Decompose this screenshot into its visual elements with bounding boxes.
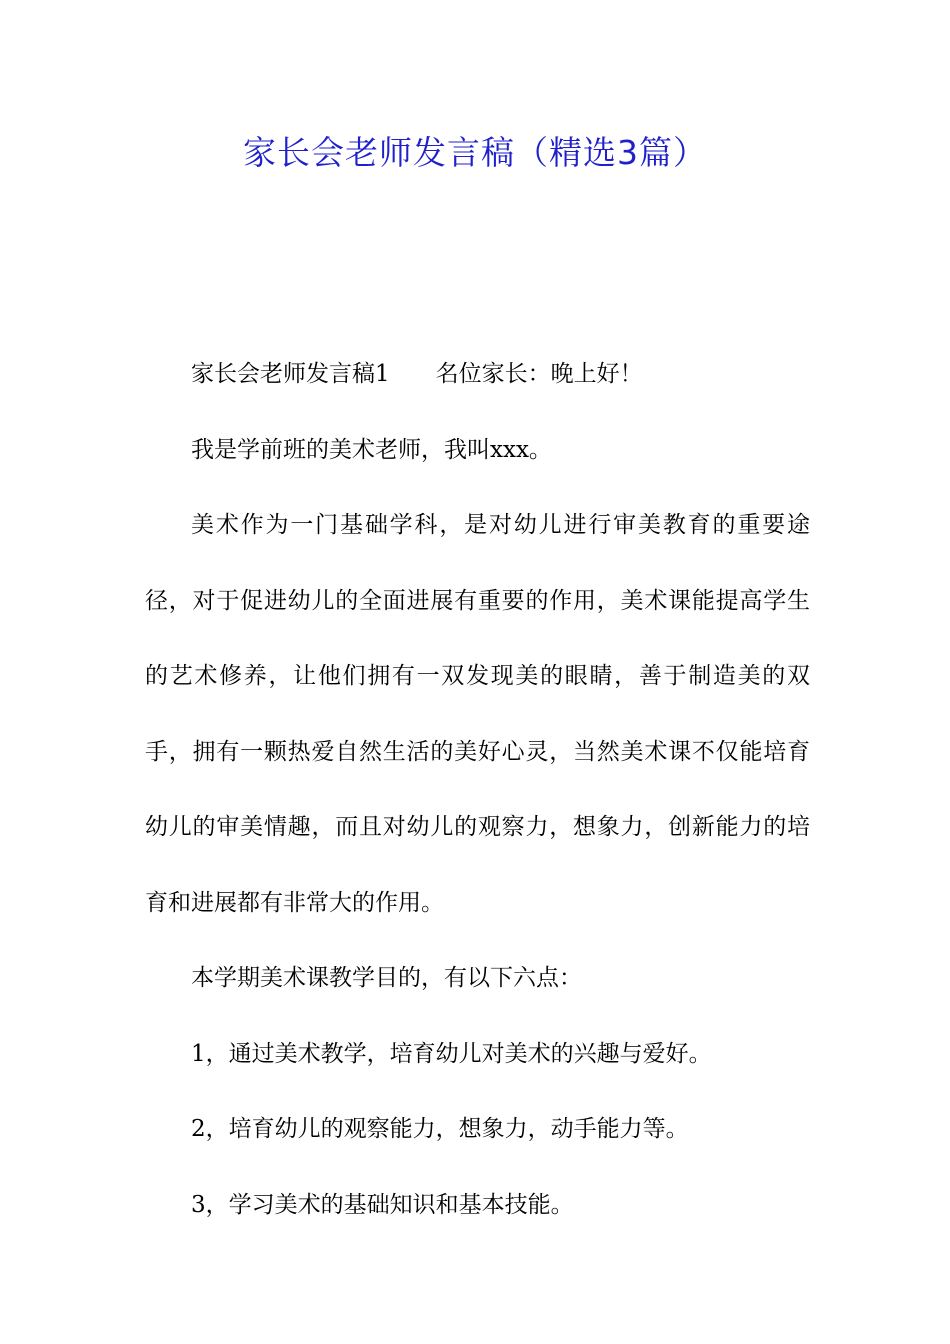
paragraph-2: 我是学前班的美术老师，我叫xxx。 bbox=[191, 436, 552, 463]
paragraph-6: 2，培育幼儿的观察能力，想象力，动手能力等。 bbox=[191, 1116, 689, 1142]
paragraph-5: 1，通过美术教学，培育幼儿对美术的兴趣与爱好。 bbox=[191, 1040, 712, 1067]
document-title: 家长会老师发言稿（精选3篇） bbox=[243, 133, 707, 172]
paragraph-4: 本学期美术课教学目的，有以下六点： bbox=[191, 965, 582, 991]
paragraph-7: 3，学习美术的基础知识和基本技能。 bbox=[191, 1191, 574, 1218]
paragraph-1 bbox=[145, 337, 810, 413]
document-body bbox=[145, 337, 810, 1243]
paragraph-3: 美术作为一门基础学科，是对幼儿进行审美教育的重要途径，对于促进幼儿的全面进展有重要的作用，美术课能提高学生的艺术修养，让他们拥有一双发现美的眼睛，善于制造美的双手，拥有一颗热爱自然生活的美好心灵，当然美术课不仅能培育幼儿的审美情趣，而且对幼儿的观察力，想象力，创新能力的培育和进展都有非常大的作用。 bbox=[145, 512, 810, 916]
greeting: 名位家长：晚上好！ bbox=[435, 361, 643, 387]
section-heading: 家长会老师发言稿1 bbox=[191, 361, 390, 387]
